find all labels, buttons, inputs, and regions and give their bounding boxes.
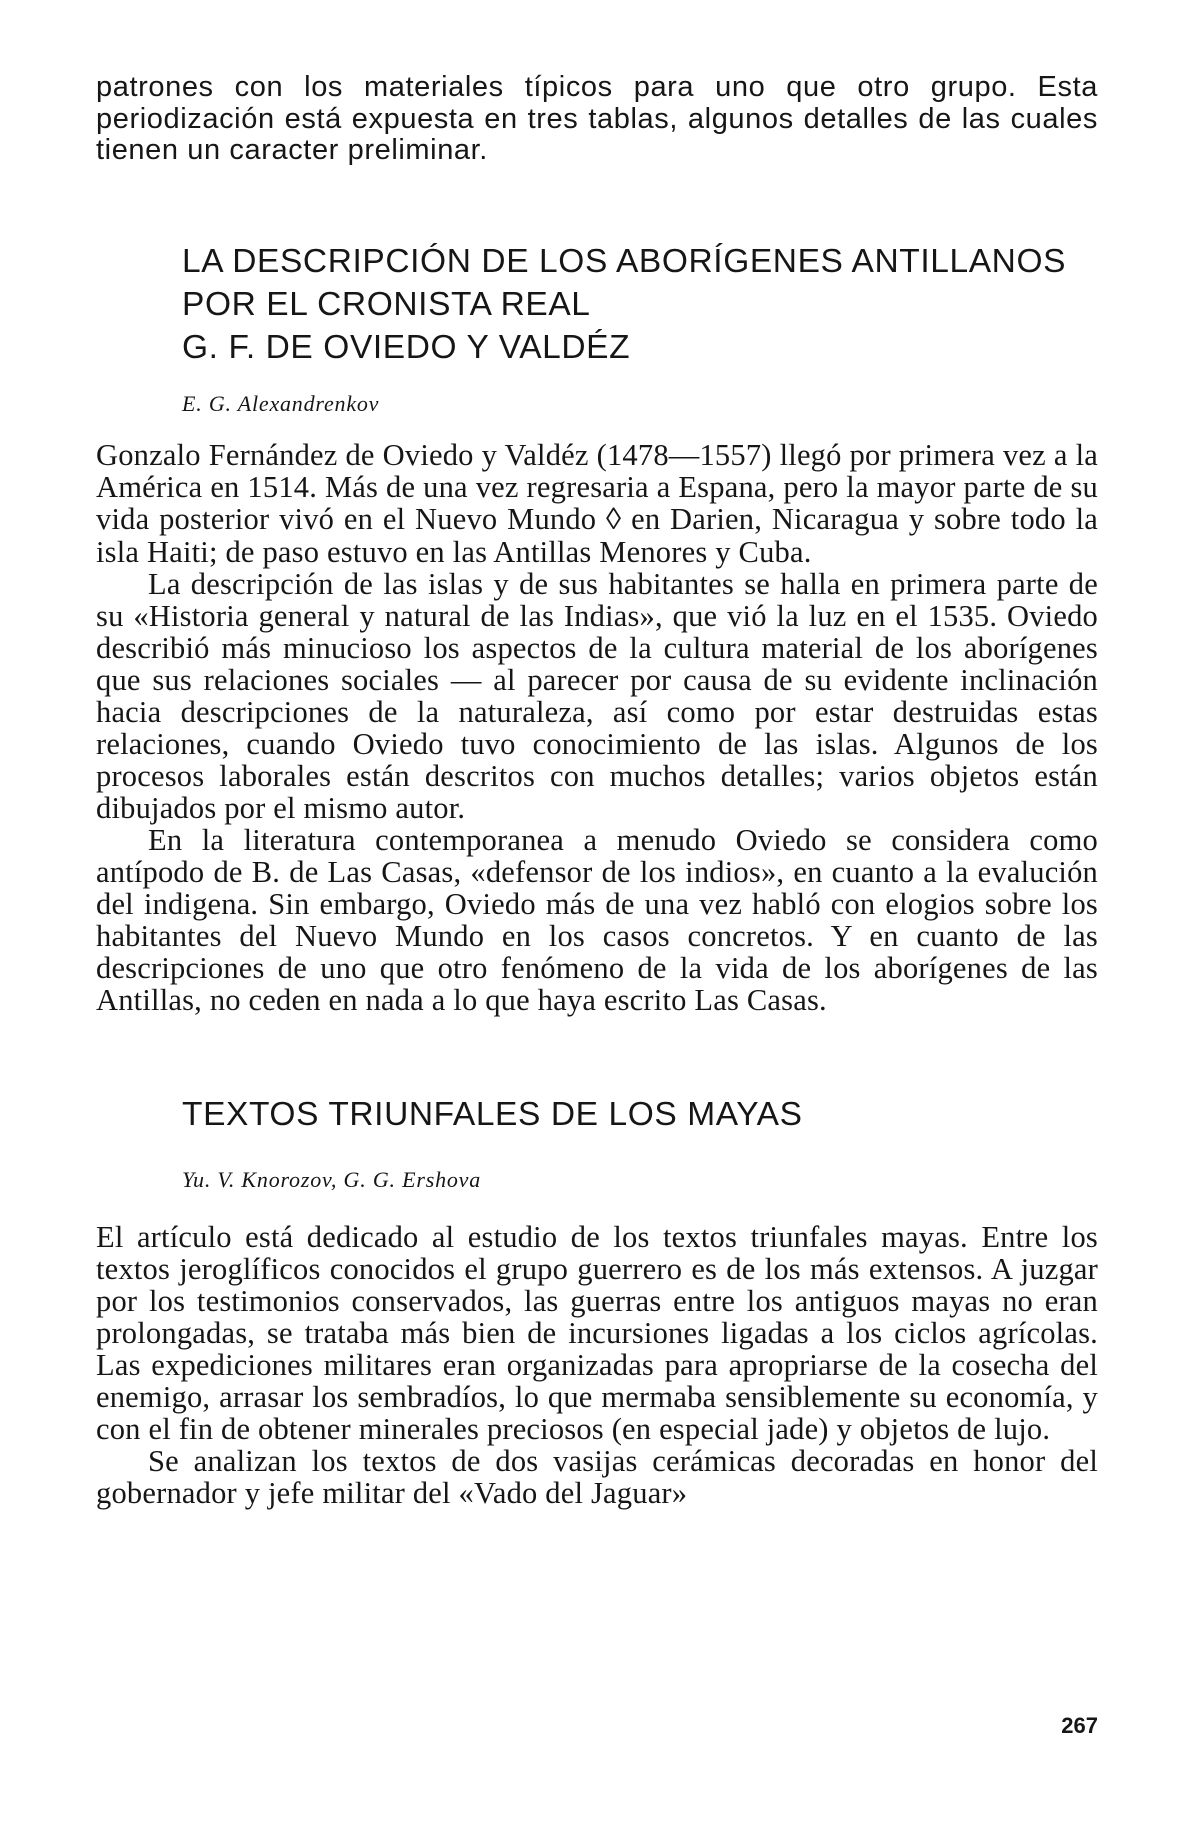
body-paragraph: Gonzalo Fernández de Oviedo y Valdéz (1478—1557) llegó por primera vez a la América en 1514. Más de una vez regresaria a Espana, pero la mayor parte de su vida posterior vivó en el Nuevo Mundo ◊ en Darien, Nicaragua y sobre todo la isla Haiti; de paso estuvo en las Antillas Menores y Cuba. (96, 438, 1098, 569)
body-paragraph: La descripción de las islas y de sus habitantes se halla en primera parte de su «Historia general y natural de las Indias», que vió la luz en el 1535. Oviedo describió más minucioso los aspectos de la cultura material de los aborígenes que sus relaciones sociales — al parecer por causa de su evidente inclinación hacia descripciones de la naturaleza, así como por estar destruidas estas relaciones, cuando Oviedo tuvo conocimiento de las islas. Algunos de los procesos laborales están descritos con muchos detalles; varios objetos están dibujados por el mismo autor. (96, 566, 1098, 825)
body-paragraph: Se analizan los textos de dos vasijas cerámicas decoradas en honor del gobernador y jefe militar del «Vado del Jaguar» (96, 1443, 1098, 1510)
document-page (96, 72, 1098, 1509)
body-paragraph: El artículo está dedicado al estudio de los textos triunfales mayas. Entre los textos jeroglíficos conocidos el grupo guerrero es de los más extensos. A juzgar por los testimonios conservados, las guerras entre los antiguos mayas no eran prolongadas, se trataba más bien de incursiones ligadas a los ciclos agrícolas. Las expediciones militares eran organizadas para apropriarse de la cosecha del enemigo, arrasar los sembradíos, lo que mermaba sensiblemente su economía, y con el fin de obtener minerales preciosos (en especial jade) y objetos de lujo. (96, 1219, 1098, 1446)
article-title (96, 241, 1098, 370)
lead-paragraph: patrones con los materiales típicos para uno que otro grupo. Esta periodización está expuesta en tres tablas, algunos detalles de las cuales tienen un caracter preliminar. (96, 71, 1098, 167)
article-authors: E. G. Alexandrenkov (182, 391, 380, 417)
article-section-oviedo (96, 241, 1098, 1016)
body-paragraph: En la literatura contemporanea a menudo Oviedo se considera como antípodo de B. de Las Casas, «defensor de los indios», en cuanto a la evalución del indigena. Sin embargo, Oviedo más de una vez habló con elogios sobre los habitantes del Nuevo Mundo en los casos concretos. Y en cuanto de las descripciones de uno que otro fenómeno de la vida de los aborígenes de las Antillas, no ceden en nada a lo que haya escrito Las Casas. (96, 822, 1098, 1017)
article-title (96, 1094, 1098, 1137)
article-title-line: TEXTOS TRIUNFALES DE LOS MAYAS (182, 1095, 803, 1133)
article-title-line: POR EL CRONISTA REAL (182, 285, 591, 323)
page-number: 267 (1061, 1713, 1098, 1738)
article-section-mayas (96, 1094, 1098, 1509)
article-title-line: LA DESCRIPCIÓN DE LOS ABORÍGENES ANTILLANOS (182, 242, 1067, 280)
article-authors: Yu. V. Knorozov, G. G. Ershova (182, 1166, 482, 1192)
article-title-line: G. F. DE OVIEDO Y VALDÉZ (182, 328, 631, 366)
